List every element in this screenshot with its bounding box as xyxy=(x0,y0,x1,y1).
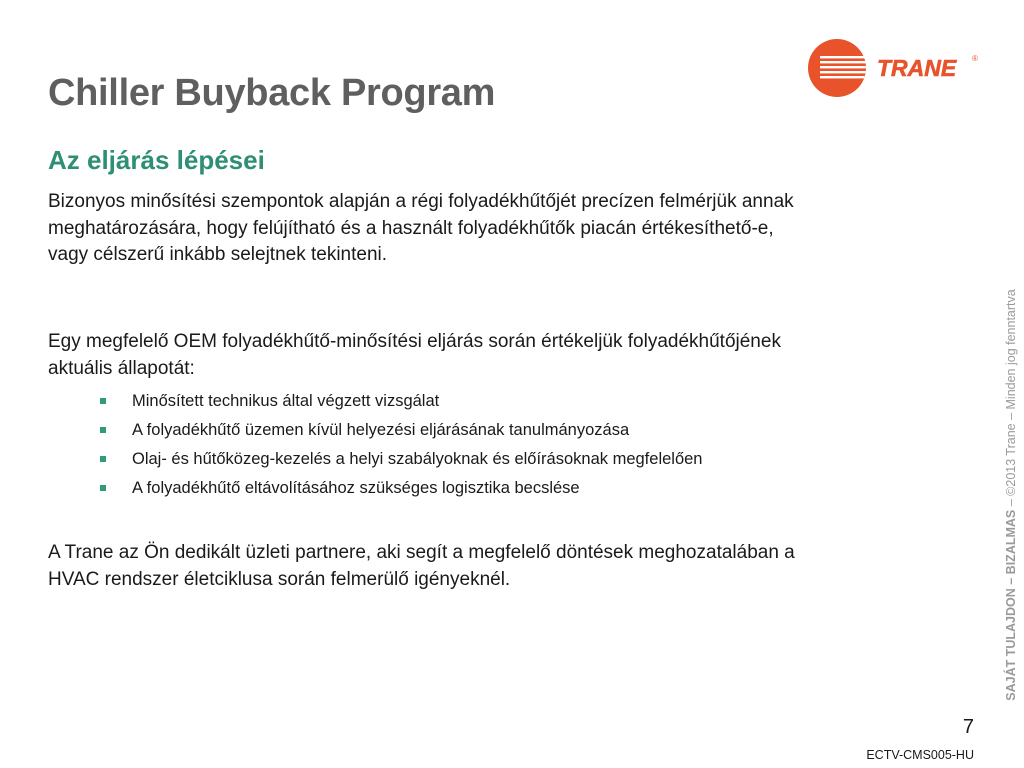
bullet-item xyxy=(100,416,702,445)
bullet-text: Olaj- és hűtőközeg-kezelés a helyi szabályoknak és előírásoknak megfelelően xyxy=(132,450,703,468)
trane-logo-wordmark: TRANE xyxy=(877,55,957,81)
bullet-item xyxy=(100,387,702,416)
square-bullet-icon xyxy=(100,485,106,491)
confidential-label: SAJÁT TULAJDON – BIZALMAS xyxy=(1004,509,1018,701)
intro-paragraph: Bizonyos minősítési szempontok alapján a régi folyadékhűtőjét precízen felmérjük annak meghatározására, hogy felújítható és a használt folyadékhűtők piacán értékesíthető-e, vagy célszerű inkább selejtnek tekinteni. xyxy=(48,191,794,265)
bullet-text: A folyadékhűtő eltávolításához szükséges logisztika becslése xyxy=(132,479,580,497)
closing-paragraph: A Trane az Ön dedikált üzleti partnere, aki segít a megfelelő döntések meghozatalában a HVAC rendszer életciklusa során felmerülő igényeknél. xyxy=(48,542,795,590)
page-number: 7 xyxy=(962,716,974,738)
trane-logo-registered: ® xyxy=(972,54,978,63)
square-bullet-icon xyxy=(100,427,106,433)
evaluation-paragraph: Egy megfelelő OEM folyadékhűtő-minősítési eljárás során értékeljük folyadékhűtőjének aktuális állapotát: xyxy=(48,331,781,379)
bullet-item xyxy=(100,474,702,503)
document-code: ECTV-CMS005-HU xyxy=(866,748,974,762)
square-bullet-icon xyxy=(100,456,106,462)
bullet-text: A folyadékhűtő üzemen kívül helyezési eljárásának tanulmányozása xyxy=(132,421,630,439)
slide-title: Chiller Buyback Program xyxy=(48,72,496,114)
trane-logo-circle-icon xyxy=(808,39,880,97)
bullet-list xyxy=(100,387,702,503)
trane-logo xyxy=(806,37,986,99)
square-bullet-icon xyxy=(100,398,106,404)
bullet-text: Minősített technikus által végzett vizsgálat xyxy=(132,392,440,410)
section-subtitle: Az eljárás lépései xyxy=(48,145,265,175)
confidential-notice xyxy=(1004,289,1018,700)
bullet-item xyxy=(100,445,702,474)
copyright-text: – ©2013 Trane – Minden jog fenntartva xyxy=(1004,289,1018,510)
